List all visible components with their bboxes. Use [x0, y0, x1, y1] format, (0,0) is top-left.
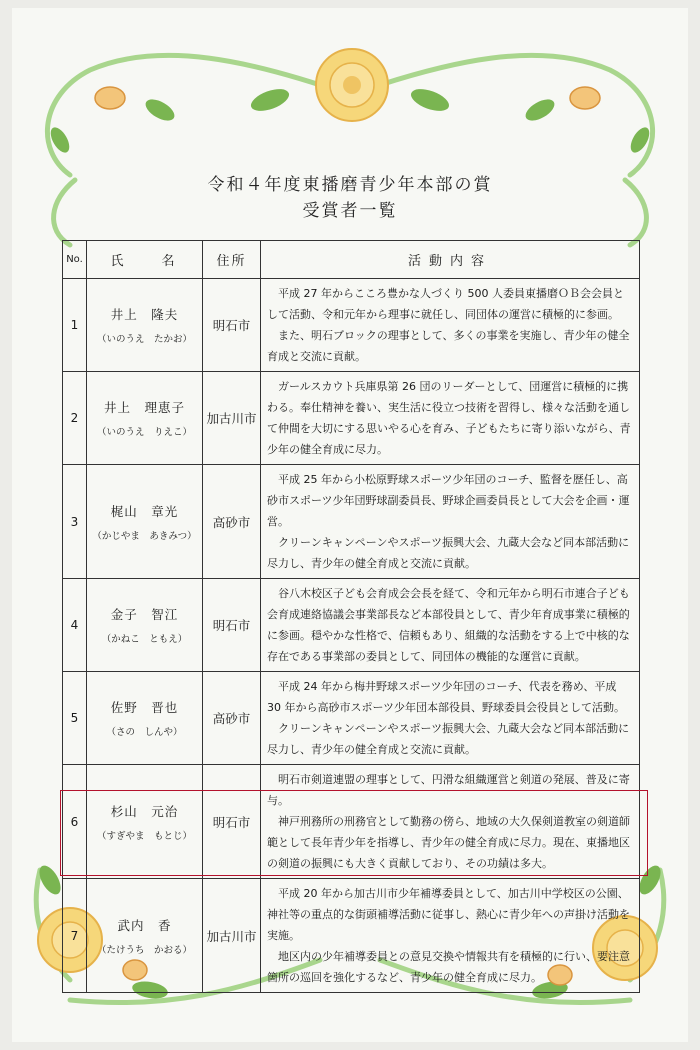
row-no: 6: [63, 765, 87, 879]
table-row: [63, 372, 640, 465]
header-no: No.: [63, 241, 87, 279]
activity-text: 平成 25 年から小松原野球スポーツ少年団のコーチ、監督を歴任し、高砂市スポーツ少年団野球副委員長、野球企画委員長として大会を企画・運営。 クリーンキャンペーンやスポーツ振興大会、九蔵大会など同本部活動に尽力し、青少年の健全育成と交流に貢献。: [261, 465, 640, 579]
awardee-address: 高砂市: [203, 672, 261, 765]
table-header-row: [63, 241, 640, 279]
awardee-name: 金子 智江: [110, 607, 179, 622]
awardee-table: [62, 240, 640, 993]
awardee-name-cell: [87, 279, 203, 372]
document-title: 令和４年度東播磨青少年本部の賞: [207, 175, 493, 195]
awardee-kana: （さの しんや）: [106, 727, 183, 738]
awardee-name: 武内 香: [117, 917, 172, 933]
awardee-name-cell: [87, 672, 203, 765]
document-subtitle: 受賞者一覧: [302, 201, 398, 221]
row-no: 4: [63, 579, 87, 672]
awardee-name: 佐野 晋也: [110, 700, 179, 715]
awardee-address: 加古川市: [203, 372, 261, 465]
table-row: [63, 279, 640, 372]
awardee-name-cell: [87, 579, 203, 672]
row-no: 1: [63, 279, 87, 372]
row-no: 7: [63, 879, 87, 993]
awardee-address: 明石市: [203, 579, 261, 672]
awardee-kana: （かねこ ともえ）: [101, 634, 188, 645]
awardee-kana: （かじやま あきみつ）: [92, 530, 197, 542]
highlight-frame: [60, 790, 648, 876]
table-row: [63, 579, 640, 672]
activity-text: ガールスカウト兵庫県第 26 団のリーダーとして、団運営に積極的に携わる。奉仕精神を養い、実生活に役立つ技術を習得し、様々な活動を通して仲間を大切にする思いやる心を育み、子どもたちに寄り添いながら、青少年の健全育成に尽力。: [261, 372, 640, 465]
awardee-address: 明石市: [203, 765, 261, 879]
header-address: 住所: [203, 241, 261, 279]
activity-text: 平成 24 年から梅井野球スポーツ少年団のコーチ、代表を務め、平成 30 年から高砂市スポーツ少年団本部役員、野球委員会役員として活動。 クリーンキャンペーンやスポーツ振興大会、九蔵大会など同本部活動に尽力し、青少年の健全育成と交流に貢献。: [261, 672, 640, 765]
awardee-address: 明石市: [203, 279, 261, 372]
awardee-address: 高砂市: [203, 465, 261, 579]
activity-text: 平成 20 年から加古川市少年補導委員として、加古川中学校区の公園、神社等の重点的な街頭補導活動に従事し、熱心に青少年への声掛け活動を実施。 地区内の少年補導委員との意見交換や情報共有を積極的に行い、要注意箇所の巡回を強化するなど、青少年の健全育成に尽力。: [261, 879, 640, 993]
awardee-address: 加古川市: [203, 879, 261, 993]
awardee-kana: （いのうえ りえこ）: [96, 427, 192, 438]
activity-text: 谷八木校区子ども会育成会会長を経て、令和元年から明石市連合子ども会育成連絡協議会事業部長など本部役員として、青少年育成事業に積極的に参画。穏やかな性格で、信頼もあり、組織的な活動をする上で中核的な存在である事業部の委員として、同団体の機能的な運営に貢献。: [261, 579, 640, 672]
row-no: 5: [63, 672, 87, 765]
table-row-highlighted: [63, 879, 640, 993]
awardee-name: 井上 隆夫: [110, 307, 179, 322]
awardee-name-cell: [87, 372, 203, 465]
header-activity: 活動内容: [261, 241, 640, 279]
awardee-name: 井上 理恵子: [103, 400, 185, 415]
header-name: 氏 名: [87, 241, 203, 279]
activity-text: 平成 27 年からこころ豊かな人づくり 500 人委員東播磨ＯＢ会会員として活動、令和元年から理事に就任し、同団体の運営に積極的に参画。 また、明石ブロックの理事として、多くの事業を実施し、青少年の健全育成と交流に貢献。: [261, 279, 640, 372]
awardee-name-cell: [87, 879, 203, 993]
awardee-kana: （すぎやま もとじ）: [96, 830, 192, 842]
table-row: [63, 672, 640, 765]
awardee-name: 梶山 章光: [110, 503, 179, 519]
row-no: 3: [63, 465, 87, 579]
awardee-name-cell: [87, 465, 203, 579]
activity-text: 明石市剣道連盟の理事として、円滑な組織運営と剣道の発展、普及に寄与。 神戸刑務所の刑務官として勤務の傍ら、地域の大久保剣道教室の剣道師範として長年青少年を指導し、青少年の健全育成に尽力。現在、東播地区の剣道の振興にも大きく貢献しており、その功績は多大。: [261, 765, 640, 879]
awardee-kana: （たけうち かおる）: [96, 944, 192, 956]
table-row: [63, 465, 640, 579]
awardee-name: 杉山 元治: [110, 803, 179, 819]
row-no: 2: [63, 372, 87, 465]
awardee-kana: （いのうえ たかお）: [96, 334, 192, 345]
